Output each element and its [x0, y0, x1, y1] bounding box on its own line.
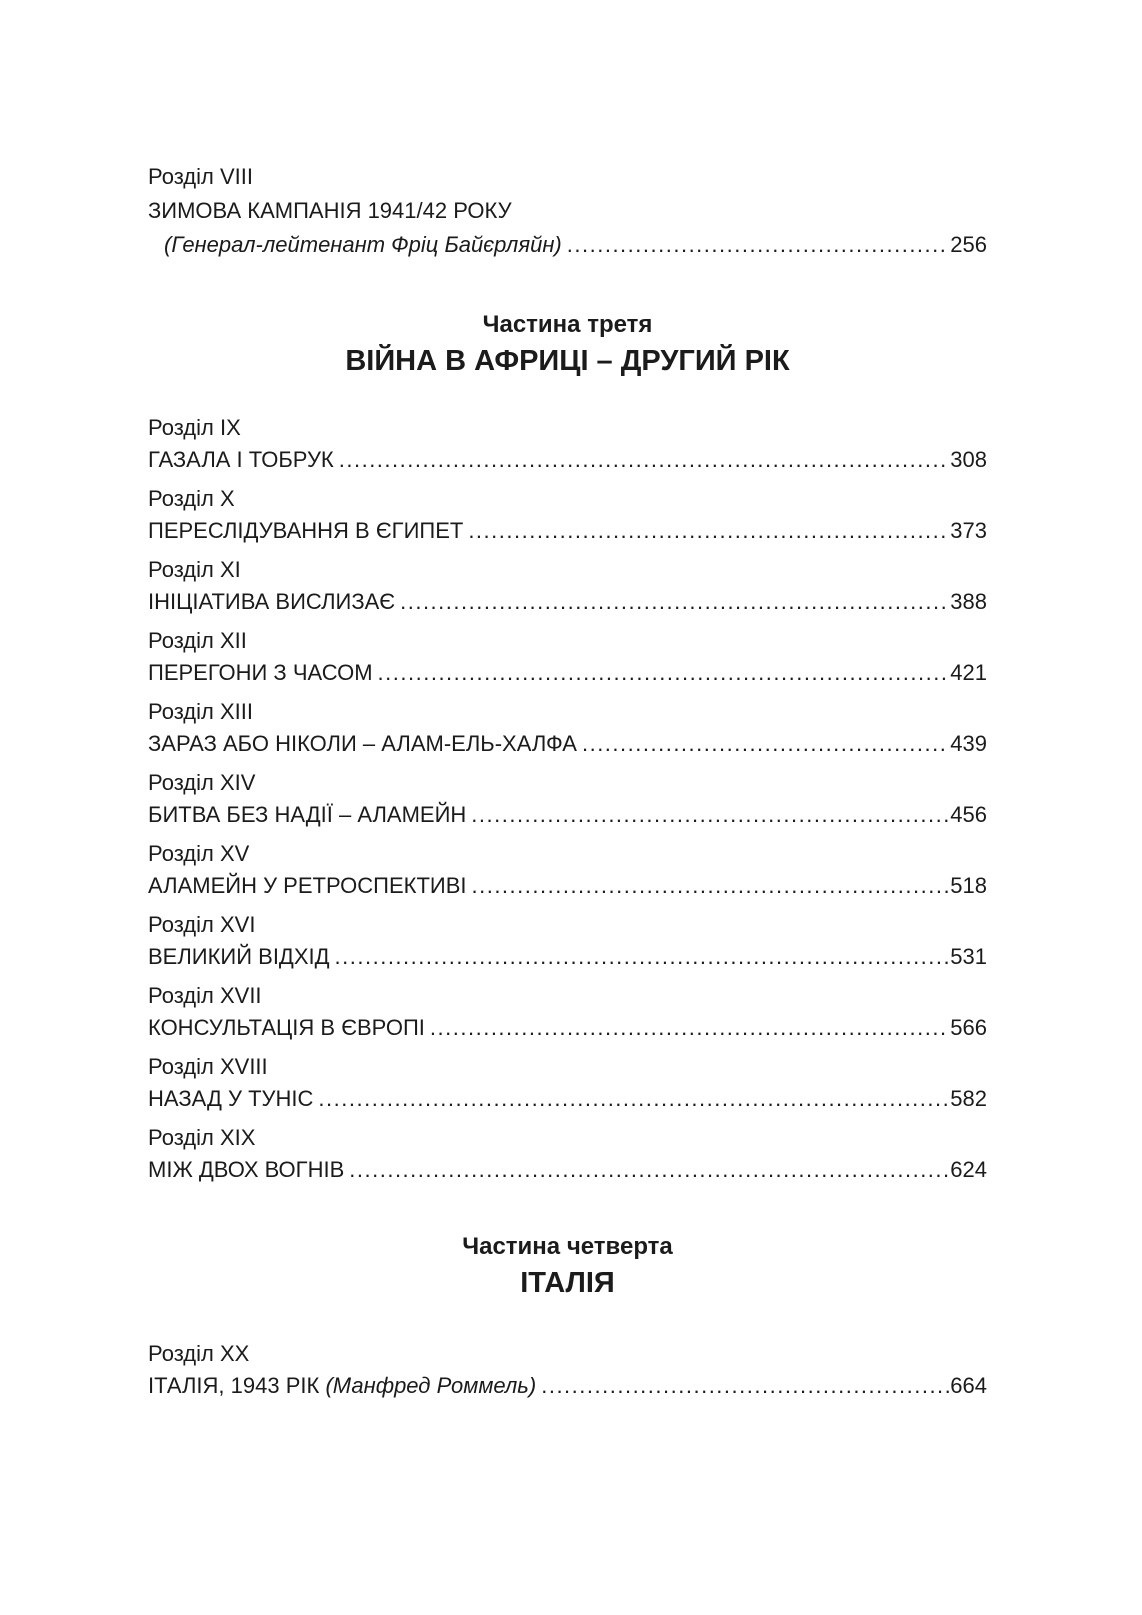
- part-title: ІТАЛІЯ: [520, 1267, 615, 1299]
- chapter-label: Розділ X: [148, 486, 235, 511]
- dot-leader: [335, 941, 950, 973]
- chapter-title: МІЖ ДВОХ ВОГНІВ: [148, 1157, 345, 1182]
- page-number: 439: [950, 731, 987, 756]
- toc-entry: [148, 625, 987, 689]
- toc-entry: [148, 1122, 987, 1186]
- chapter-label: Розділ XX: [148, 1341, 250, 1366]
- part-name: Частина третя: [482, 311, 653, 338]
- chapter-title: ГАЗАЛА І ТОБРУК: [148, 447, 334, 472]
- chapter-title: БИТВА БЕЗ НАДІЇ – АЛАМЕЙН: [148, 802, 467, 827]
- chapter-title-row: [148, 586, 987, 618]
- chapter-title-row: [148, 799, 987, 831]
- page-number: 582: [950, 1086, 987, 1111]
- chapter-label: Розділ XVII: [148, 983, 262, 1008]
- chapter-label: Розділ XIV: [148, 770, 256, 795]
- toc-entry: [148, 909, 987, 973]
- chapter-title-row: [148, 870, 987, 902]
- chapter-label: Розділ XVIII: [148, 1054, 268, 1079]
- chapter-title: ЗАРАЗ АБО НІКОЛИ – АЛАМ-ЕЛЬ-ХАЛФА: [148, 731, 577, 756]
- dot-leader: [349, 1154, 949, 1186]
- dot-leader: [318, 1083, 949, 1115]
- toc-entry: [148, 483, 987, 547]
- chapter-title-row: [148, 1083, 987, 1115]
- part-heading-4: [148, 1230, 987, 1302]
- page-number: 421: [950, 660, 987, 685]
- toc-entry: [148, 412, 987, 476]
- dot-leader: [541, 1370, 949, 1402]
- toc-entry: [148, 1051, 987, 1115]
- part-heading-3: [148, 308, 987, 380]
- chapter-author-row: [148, 228, 987, 262]
- chapter-label: Розділ XI: [148, 557, 241, 582]
- chapter-title: АЛАМЕЙН У РЕТРОСПЕКТИВІ: [148, 873, 467, 898]
- chapter-title-row: [148, 1154, 987, 1186]
- page-number: 624: [950, 1157, 987, 1182]
- chapter-title-row: [148, 444, 987, 476]
- chapter-label: Розділ XIX: [148, 1125, 256, 1150]
- part-name: Частина четверта: [462, 1233, 673, 1260]
- page-number: 664: [950, 1373, 987, 1398]
- chapter-label: Розділ IX: [148, 415, 241, 440]
- toc-entry: [148, 980, 987, 1044]
- chapter-title: ВЕЛИКИЙ ВІДХІД: [148, 944, 330, 969]
- page-number: 566: [950, 1015, 987, 1040]
- author-name: (Генерал-лейтенант Фріц Байєрляйн): [164, 232, 562, 257]
- dot-leader: [567, 228, 950, 262]
- chapter-title: ІТАЛІЯ, 1943 РІК: [148, 1373, 320, 1398]
- chapter-title-row: [148, 1012, 987, 1044]
- chapter-title: ПЕРЕСЛІДУВАННЯ В ЄГИПЕТ: [148, 518, 464, 543]
- chapter-label: Розділ XV: [148, 841, 250, 866]
- chapter-title: КОНСУЛЬТАЦІЯ В ЄВРОПІ: [148, 1015, 425, 1040]
- dot-leader: [400, 586, 949, 618]
- dot-leader: [471, 870, 949, 902]
- dot-leader: [468, 515, 949, 547]
- page-number: 531: [950, 944, 987, 969]
- dot-leader: [339, 444, 950, 476]
- dot-leader: [582, 728, 949, 760]
- chapter-title: ПЕРЕГОНИ З ЧАСОМ: [148, 660, 373, 685]
- chapter-label: Розділ XVI: [148, 912, 256, 937]
- chapter-title: НАЗАД У ТУНІС: [148, 1086, 314, 1111]
- chapter-label: Розділ XII: [148, 628, 247, 653]
- dot-leader: [430, 1012, 949, 1044]
- page-number: 373: [950, 518, 987, 543]
- chapter-label: Розділ XIII: [148, 699, 253, 724]
- toc-entry: [148, 838, 987, 902]
- chapter-title-row: [148, 728, 987, 760]
- chapter-label: Розділ VIII: [148, 164, 253, 189]
- dot-leader: [378, 657, 950, 689]
- dot-leader: [471, 799, 949, 831]
- chapter-title-row: [148, 657, 987, 689]
- chapter-title-row: [148, 941, 987, 973]
- page-number: 456: [950, 802, 987, 827]
- part-title: ВІЙНА В АФРИЦІ – ДРУГИЙ РІК: [345, 345, 790, 377]
- toc-entry: [148, 160, 987, 262]
- page-number: 308: [950, 447, 987, 472]
- chapter-title-row: [148, 1370, 987, 1402]
- chapter-title: ЗИМОВА КАМПАНІЯ 1941/42 РОКУ: [148, 198, 512, 223]
- toc-entry: [148, 767, 987, 831]
- author-name: (Манфред Роммель): [325, 1373, 537, 1398]
- page-number: 256: [950, 232, 987, 257]
- page-number: 388: [950, 589, 987, 614]
- chapter-title-row: [148, 515, 987, 547]
- toc-entry: [148, 1338, 987, 1402]
- toc-entry: [148, 554, 987, 618]
- toc-entry: [148, 696, 987, 760]
- page-number: 518: [950, 873, 987, 898]
- chapter-title: ІНІЦІАТИВА ВИСЛИЗАЄ: [148, 589, 396, 614]
